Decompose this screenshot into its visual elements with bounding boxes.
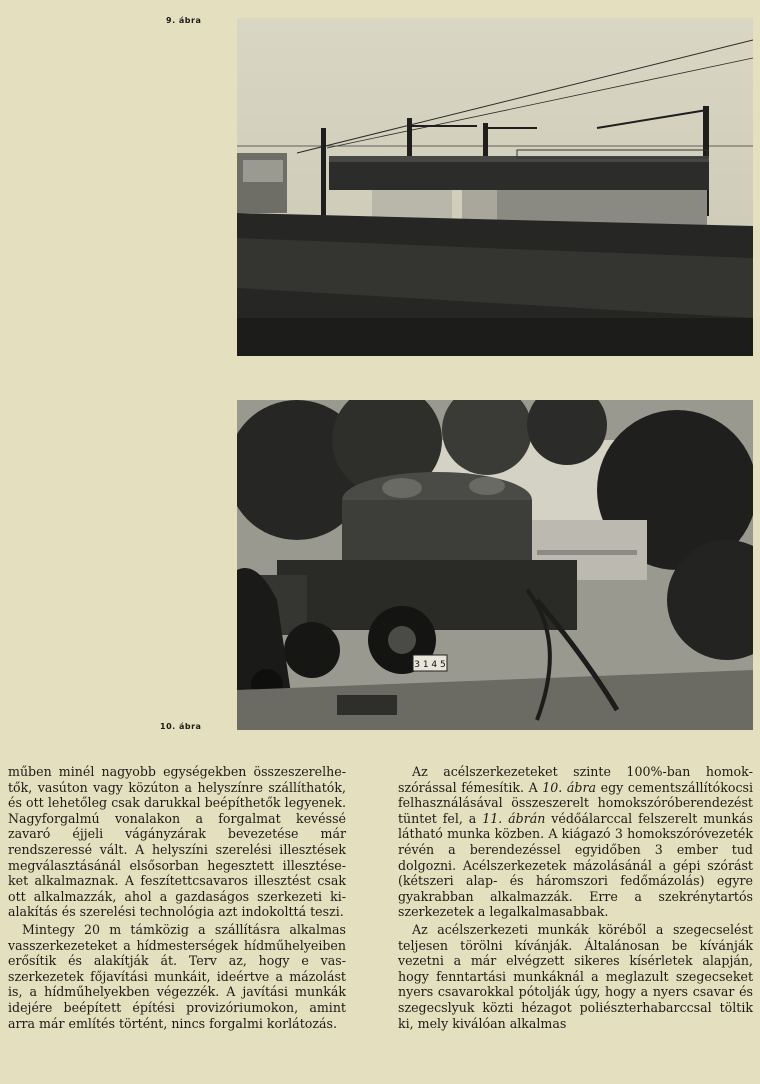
license-plate-text: 3 1 4 5 xyxy=(414,660,446,670)
figure-9-caption: 9. ábra xyxy=(166,16,202,25)
right-column xyxy=(398,764,753,1031)
left-paragraph-2: Mintegy 20 m támközig a szállításra alkalmas vasszerkezeteket a hídmesterségek hídműhelyeiben erősítik és alakítják át. Terv az, hogy e vasszerkezetek főjavítási munkáit, ideértve a mázolást is, a hídműhelyekben végezzék. A javítási munkák idejére beépített építési provizóriumokon, amint arra már említés történt, nincs forgalmi korlátozás. xyxy=(8,921,346,1031)
right-paragraph-1-text-a: Az acélszerkezeteket szinte 100%-ban homokszórással fémesítik. A xyxy=(398,764,753,795)
figure-10-caption: 10. ábra xyxy=(160,722,202,731)
right-paragraph-1-text-b: egy cementszállítókocsi felhasználásával összeszerelt homokszóróberendezést tüntet fel, a xyxy=(398,779,753,826)
bridge-scene-image xyxy=(237,18,753,356)
sandblasting-truck-image xyxy=(237,400,753,730)
figure-10-reference: 10. ábra xyxy=(542,779,597,795)
figure-9-photo xyxy=(237,18,753,356)
figure-10-photo xyxy=(237,400,753,730)
right-paragraph-1-text-c: védőálarccal felszerelt munkás látható munka közben. A kiágazó 3 homokszóróvezeték révén a berendezéssel egyidőben 3 ember tud dolgozni. Acélszerkezetek mázolásánál a gépi szórást (kétszeri alap- és háromszori fedőmázolás) egyre gyakrabban alkalmazzák. Erre a szekrénytartós szerkezetek a legalkalmasabbak. xyxy=(398,810,753,920)
right-paragraph-2: Az acélszerkezeti munkák köréből a szegecselést teljesen törölni kívánják. Általánosan be kívánják vezetni a már elvégzett sikeres kísérletek alapján, hogy fenntartási munkáknál a meglazult szegecseket nyers csavarokkal pótolják úgy, hogy a nyers csavar és szegecslyuk közti hézagot poliészterhabarccsal töltik ki, mely kiválóan alkalmas xyxy=(398,921,753,1031)
figure-11-reference: 11. ábrán xyxy=(482,810,546,826)
right-paragraph-1 xyxy=(398,764,753,920)
left-column xyxy=(8,764,346,1031)
left-paragraph-1: műben minél nagyobb egységekben összeszerelhetők, vasúton vagy közúton a helyszínre szállíthatók, és ott lehetőleg csak darukkal beépíthetők legyenek. Nagyforgalmú vonalakon a forgalmat kevéssé zavaró éjjeli vágányzárak bevezetése már rendszeressé vált. A helyszíni szerelési illesztések megválasztásánál elsősorban hegesztett illesztéseket alkalmaznak. A feszítettcsavaros illesztést csak ott alkalmazzák, ahol a gazdaságos szerkezeti kialakítás és szerelési technológia azt indokolttá teszi. xyxy=(8,764,346,920)
